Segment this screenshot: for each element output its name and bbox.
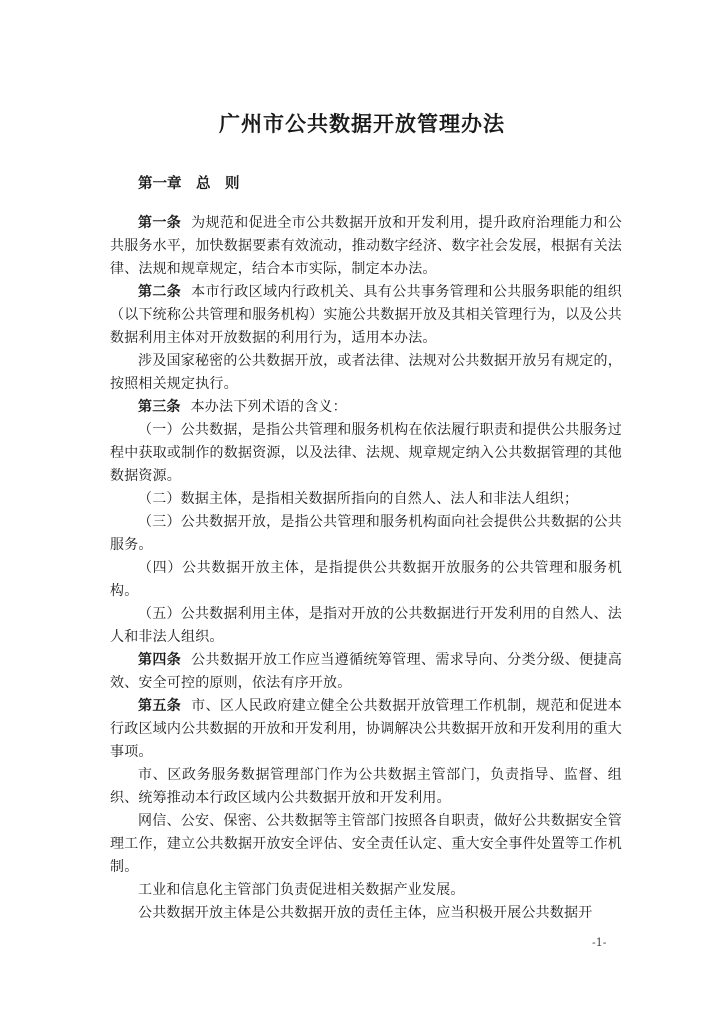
- paragraph: [110, 511, 622, 557]
- paragraph: [110, 810, 622, 879]
- article-label: 第二条: [138, 284, 182, 300]
- paragraph-text: 工业和信息化主管部门负责促进相关数据产业发展。: [138, 882, 465, 898]
- document-title: 广州市公共数据开放管理办法: [219, 112, 505, 136]
- paragraph: [110, 764, 622, 810]
- paragraph: [110, 488, 622, 511]
- paragraph: [110, 649, 622, 695]
- paragraph-text: 网信、公安、保密、公共数据等主管部门按照各自职责，做好公共数据安全管理工作，建立公共数据开放安全评估、安全责任认定、重大安全事件处置等工作机制。: [110, 813, 622, 875]
- paragraph: [110, 879, 622, 902]
- article-label: 第五条: [138, 698, 182, 714]
- paragraph: [110, 419, 622, 488]
- paragraph-text: （五）公共数据利用主体，是指对开放的公共数据进行开发利用的自然人、法人和非法人组织。: [110, 606, 622, 645]
- paragraph: [110, 557, 622, 603]
- paragraph-text: 市、区人民政府建立健全公共数据开放管理工作机制，规范和促进本行政区域内公共数据的开放和开发利用，协调解决公共数据开放和开发利用的重大事项。: [110, 698, 622, 760]
- paragraph-text: （一）公共数据，是指公共管理和服务机构在依法履行职责和提供公共服务过程中获取或制作的数据资源，以及法律、法规、规章规定纳入公共数据管理的其他数据资源。: [110, 422, 622, 484]
- chapter-heading: 第一章 总 则: [138, 176, 240, 192]
- paragraph-text: 公共数据开放工作应当遵循统筹管理、需求导向、分类分级、便捷高效、安全可控的原则，依法有序开放。: [110, 652, 622, 691]
- paragraph: [110, 396, 622, 419]
- paragraph-text: 市、区政务服务数据管理部门作为公共数据主管部门，负责指导、监督、组织、统筹推动本行政区域内公共数据开放和开发利用。: [110, 767, 622, 806]
- paragraph-text: 为规范和促进全市公共数据开放和开发利用，提升政府治理能力和公共服务水平，加快数据要素有效流动，推动数字经济、数字社会发展，根据有关法律、法规和规章规定，结合本市实际，制定本办法。: [110, 215, 622, 277]
- page-number: -1-: [592, 936, 607, 949]
- paragraph-text: （四）公共数据开放主体，是指提供公共数据开放服务的公共管理和服务机构。: [110, 560, 622, 599]
- paragraph-text: 本办法下列术语的含义：: [190, 399, 347, 415]
- paragraph: [110, 902, 622, 925]
- paragraph: [110, 603, 622, 649]
- paragraph: [110, 350, 622, 396]
- paragraph-text: 涉及国家秘密的公共数据开放，或者法律、法规对公共数据开放另有规定的，按照相关规定执行。: [110, 353, 622, 392]
- document-body: [110, 212, 622, 925]
- article-label: 第三条: [138, 399, 181, 415]
- paragraph: [110, 281, 622, 350]
- paragraph-text: （三）公共数据开放，是指公共管理和服务机构面向社会提供公共数据的公共服务。: [110, 514, 622, 553]
- article-label: 第四条: [138, 652, 182, 668]
- article-label: 第一条: [138, 215, 182, 231]
- paragraph: [110, 695, 622, 764]
- paragraph-text: 本市行政区域内行政机关、具有公共事务管理和公共服务职能的组织（以下统称公共管理和服务机构）实施公共数据开放及其相关管理行为，以及公共数据利用主体对开放数据的利用行为，适用本办法。: [110, 284, 622, 346]
- paragraph-text: 公共数据开放主体是公共数据开放的责任主体，应当积极开展公共数据开: [138, 905, 593, 921]
- paragraph: [110, 212, 622, 281]
- paragraph-text: （二）数据主体，是指相关数据所指向的自然人、法人和非法人组织；: [138, 491, 579, 507]
